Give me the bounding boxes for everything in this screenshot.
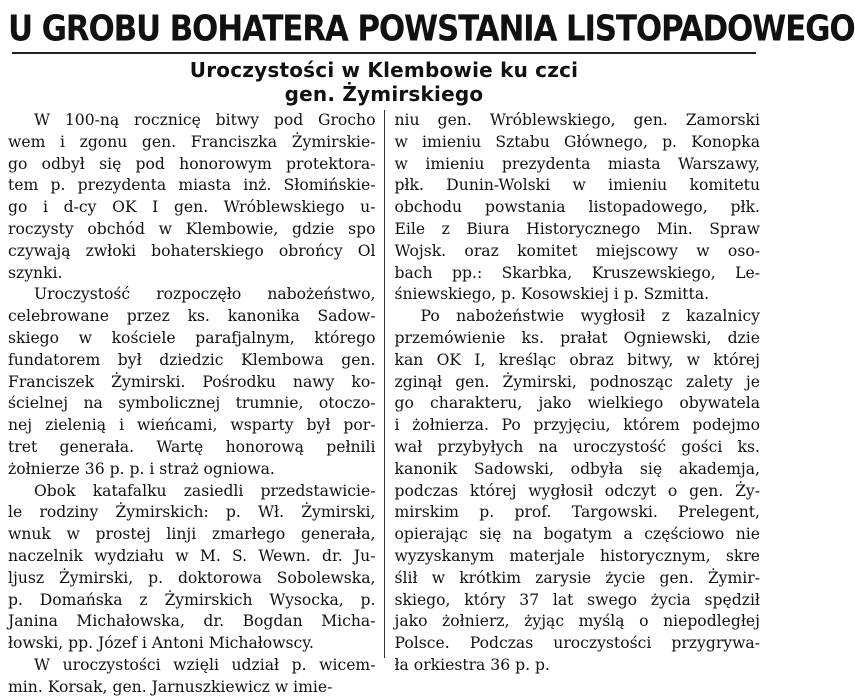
headline: U GROBU BOHATERA POWSTANIA LISTOPADOWEGO: [8, 8, 855, 50]
article-line: go charakteru, jako wielkiego obywatela: [394, 394, 760, 413]
article-line: Po nabożeństwie wygłosił z kazalnicy: [420, 307, 760, 326]
article-line: p. Domańska z Żymirskich Wysocka, p.: [8, 590, 376, 609]
article-line: ślił w krótkim zarysie życie gen. Żymir-: [394, 568, 760, 587]
article-line: łowski, pp. Józef i Antoni Michałowscy.: [8, 634, 314, 653]
article-line: W uroczystości wzięli udział p. wicem-: [34, 655, 376, 674]
article-line: śniewskiego, p. Kosowskiej i p. Szmitta.: [394, 285, 710, 304]
article-line: w imieniu Sztabu Głównego, p. Konopka: [394, 132, 760, 151]
article-line: wał przybyłych na uroczystość gości ks.: [394, 437, 760, 456]
left-column: [8, 110, 380, 696]
article-line: jako żołnierz, żyjąc myślą o niepodległej: [394, 612, 760, 631]
right-column: [389, 110, 761, 674]
article-line: tem p. prezydenta miasta inż. Słomińskie-: [8, 176, 376, 195]
article-line: Franciszek Żymirski. Pośrodku nawy ko-: [8, 372, 376, 391]
article-paragraph: [8, 481, 376, 655]
column-divider: [384, 110, 385, 658]
subheadline-line-1: Uroczystości w Klembowie ku czci: [189, 58, 579, 82]
article-line: zginął gen. Żymirski, podnosząc zalety je: [394, 372, 760, 391]
article-line: ła orkiestra 36 p. p.: [394, 655, 550, 674]
article-line: niu gen. Wróblewskiego, gen. Zamorski: [394, 111, 760, 129]
article-line: w imieniu prezydenta miasta Warszawy,: [394, 154, 760, 173]
article-paragraph: [395, 110, 761, 306]
article-line: nej zielenią i wieńcami, wsparty był por-: [8, 416, 376, 435]
article-line: skiego, który 37 lat swego życia spędził: [394, 590, 760, 609]
article-line: żołnierze 36 p. p. i straż ogniowa.: [8, 459, 275, 478]
article-line: Janina Michałowska, dr. Bogdan Micha-: [8, 612, 376, 631]
article-line: le rodziny Żymirskich: p. Wł. Żymirski,: [8, 503, 376, 522]
article-line: go i d-cy OK I gen. Wróblewskiego u-: [8, 198, 376, 217]
article-line: wnuk w prostej linji zmarłego generała,: [8, 525, 376, 544]
article-line: Polsce. Podczas uroczystości przygrywa-: [394, 634, 760, 653]
article-columns: [8, 110, 760, 696]
article-line: płk. Dunin-Wolski w imieniu komitetu: [394, 176, 760, 195]
article-line: Uroczystość rozpoczęło nabożeństwo,: [34, 285, 376, 304]
article-line: wem i zgonu gen. Franciszka Żymirskie-: [8, 132, 376, 151]
subheadline-line-2: gen. Żymirskiego: [284, 82, 484, 106]
article-line: W 100-ną rocznicę bitwy pod Grocho: [34, 111, 376, 129]
article-line: fundatorem był dziedzic Klembowa gen.: [8, 350, 376, 369]
article-line: kanonik Sadowski, odbyła się akademja,: [394, 459, 760, 478]
article-line: czywają zwłoki bohaterskiego obrońcy Ol: [8, 241, 376, 260]
article-line: celebrowane przez ks. kanonika Sadow-: [8, 307, 376, 326]
article-paragraph: [395, 306, 761, 677]
article-line: kan OK I, kreśląc obraz bitwy, w której: [394, 350, 760, 369]
article-line: tret generała. Wartę honorową pełnili: [8, 437, 376, 456]
article-line: opierając się na bogatym a częściowo nie: [394, 525, 760, 544]
article-line: Obok katafalku zasiedli przedstawicie-: [34, 481, 376, 500]
article-paragraph: [8, 655, 376, 699]
article-line: obchodu powstania listopadowego, płk.: [394, 198, 760, 217]
article-line: Wojsk. oraz komitet miejscowy w oso-: [394, 241, 760, 260]
article-line: bach pp.: Skarbka, Kruszewskiego, Le-: [394, 263, 760, 282]
article-line: roczysty obchód w Klembowie, gdzie spo: [8, 219, 376, 238]
article-line: podczas której wygłosił odczyt o gen. Ży-: [394, 481, 760, 500]
article-paragraph: [8, 110, 376, 284]
article-line: wyzyskanym materjale historycznym, skre: [394, 546, 760, 565]
article-line: mirskim p. prof. Targowski. Prelegent,: [394, 503, 760, 522]
article-line: naczelnik wydziału w M. S. Wewn. dr. Ju-: [8, 546, 376, 565]
article-line: ljusz Żymirski, p. doktorowa Sobolewska,: [8, 568, 376, 587]
article-line: min. Korsak, gen. Jarnuszkiewicz w imie-: [8, 677, 333, 696]
article-line: szynki.: [8, 263, 63, 282]
article-line: go odbył się pod honorowym protektora-: [8, 154, 376, 173]
article-line: ścielnej na symbolicznej trumnie, otoczo-: [8, 394, 376, 413]
article-line: Eile z Biura Historycznego Min. Spraw: [394, 219, 760, 238]
headline-rule: [12, 52, 756, 54]
article-line: skiego w kościele parafjalnym, którego: [8, 328, 376, 347]
article-paragraph: [8, 284, 376, 480]
article-line: i żołnierza. Po przyjęciu, którem podejmo: [394, 416, 760, 435]
article-line: przemówienie ks. prałat Ogniewski, dzie: [394, 328, 760, 347]
